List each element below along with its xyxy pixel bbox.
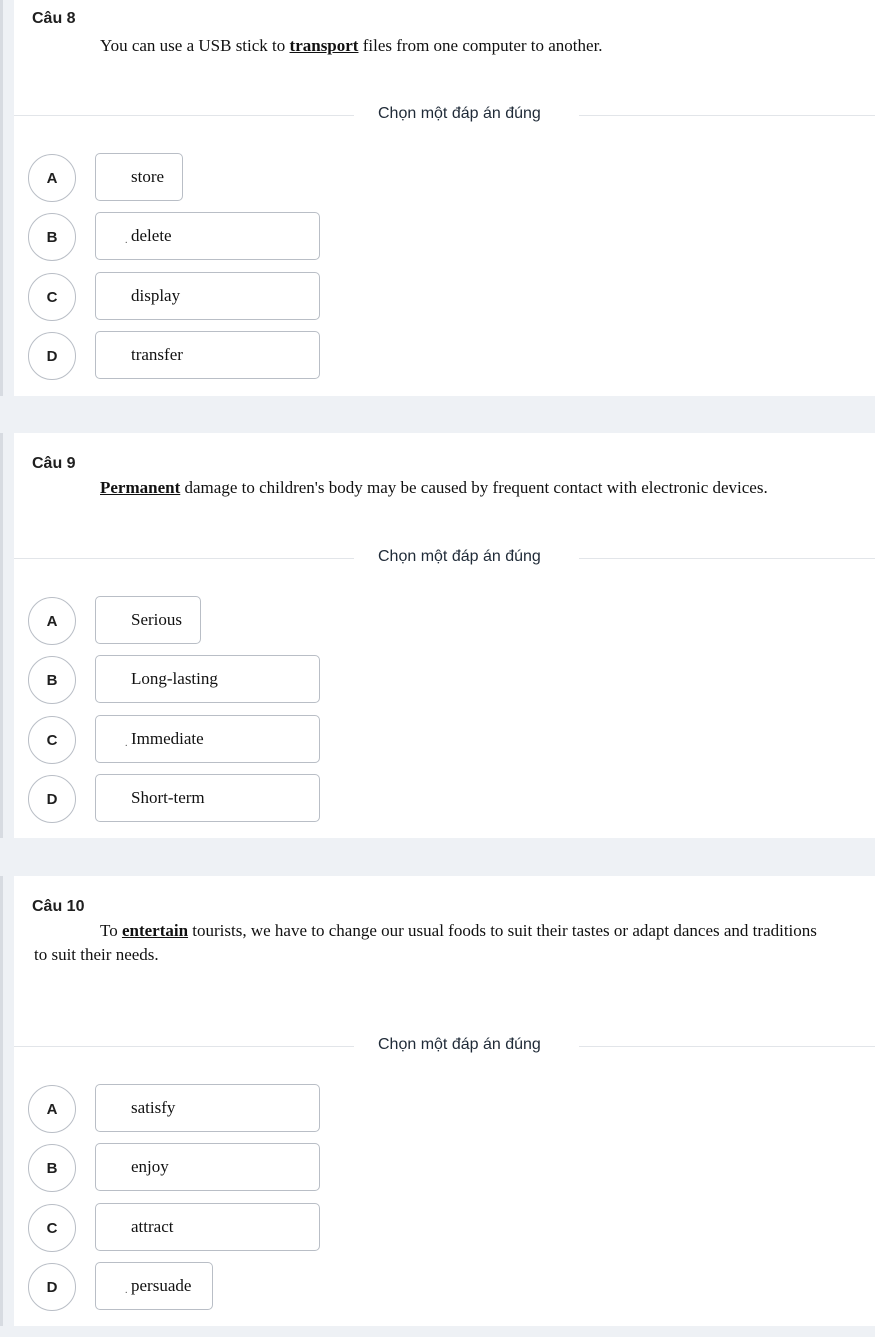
question-label: Câu 9	[32, 455, 76, 472]
option-text: store	[131, 167, 165, 186]
question-text-after: files from one computer to another.	[358, 36, 603, 55]
option-letter[interactable]: A	[28, 154, 76, 202]
question-label: Câu 8	[32, 10, 76, 27]
question-text	[34, 476, 864, 500]
option-text: Long-lasting	[131, 669, 218, 688]
option-answer-box[interactable]	[95, 331, 320, 379]
option-answer-box[interactable]	[95, 153, 183, 201]
answer-divider	[14, 105, 875, 122]
option-letter[interactable]: C	[28, 716, 76, 764]
answer-prompt: Chọn một đáp án đúng	[378, 548, 541, 565]
option-letter[interactable]: B	[28, 656, 76, 704]
question-text	[34, 919, 834, 967]
dot-mark: .	[125, 1285, 128, 1296]
question-text-after: tourists, we have to change our usual foods to suit their tastes or adapt dances and traditions to suit their needs.	[34, 921, 817, 964]
option-letter[interactable]: C	[28, 1204, 76, 1252]
option-text: transfer	[131, 345, 183, 364]
answer-prompt: Chọn một đáp án đúng	[378, 1036, 541, 1053]
option-text: attract	[131, 1217, 174, 1236]
option-text: Short-term	[131, 788, 205, 807]
option-answer-box[interactable]	[95, 1143, 320, 1191]
option-text: Immediate	[131, 729, 204, 748]
question-card-8	[14, 0, 875, 396]
question-underlined-word: Permanent	[100, 478, 181, 497]
option-answer-box[interactable]	[95, 715, 320, 763]
answer-divider	[14, 1036, 875, 1053]
option-letter[interactable]: A	[28, 597, 76, 645]
option-letter[interactable]: B	[28, 213, 76, 261]
option-answer-box[interactable]	[95, 1262, 213, 1310]
question-card-10	[14, 876, 875, 1326]
question-text-after: damage to children's body may be caused by frequent contact with electronic devices.	[180, 478, 768, 497]
dot-mark: .	[125, 235, 128, 246]
option-answer-box[interactable]	[95, 596, 201, 644]
option-letter[interactable]: C	[28, 273, 76, 321]
option-answer-box[interactable]	[95, 272, 320, 320]
question-text-before: To	[100, 921, 122, 940]
answer-prompt: Chọn một đáp án đúng	[378, 105, 541, 122]
question-card-9	[14, 433, 875, 838]
answer-divider	[14, 548, 875, 565]
option-letter[interactable]: D	[28, 332, 76, 380]
option-answer-box[interactable]	[95, 774, 320, 822]
option-text: delete	[131, 226, 172, 245]
dot-mark: .	[125, 738, 128, 749]
option-text: display	[131, 286, 181, 305]
option-text: satisfy	[131, 1098, 176, 1117]
option-letter[interactable]: D	[28, 775, 76, 823]
option-text: persuade	[131, 1276, 192, 1295]
option-answer-box[interactable]	[95, 655, 320, 703]
option-letter[interactable]: D	[28, 1263, 76, 1311]
question-text-before: You can use a USB stick to	[100, 36, 290, 55]
question-underlined-word: transport	[289, 36, 359, 55]
question-label: Câu 10	[32, 898, 85, 915]
option-answer-box[interactable]	[95, 212, 320, 260]
question-text	[34, 34, 834, 58]
option-answer-box[interactable]	[95, 1203, 320, 1251]
option-letter[interactable]: B	[28, 1144, 76, 1192]
option-letter[interactable]: A	[28, 1085, 76, 1133]
option-text: Serious	[131, 610, 182, 629]
question-underlined-word: entertain	[121, 921, 189, 940]
option-answer-box[interactable]	[95, 1084, 320, 1132]
option-text: enjoy	[131, 1157, 169, 1176]
